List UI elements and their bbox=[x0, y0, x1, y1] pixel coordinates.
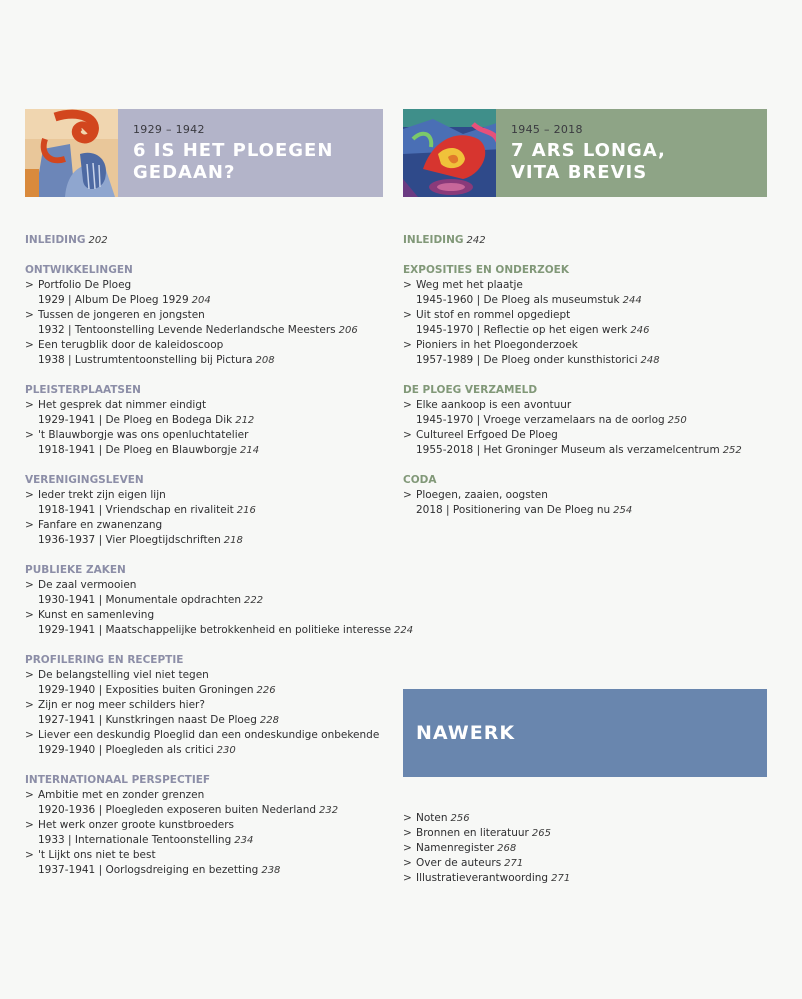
entry-title: Zijn er nog meer schilders hier? bbox=[38, 699, 205, 711]
entry-title: Cultureel Erfgoed De Ploeg bbox=[416, 429, 558, 441]
entry-title: Namenregister bbox=[416, 842, 495, 854]
chevron-right-icon: > bbox=[403, 309, 412, 321]
toc-section bbox=[25, 383, 395, 458]
entry-subtitle: 1945-1960 | De Ploeg als museumstuk bbox=[416, 294, 620, 306]
chevron-right-icon: > bbox=[25, 309, 34, 321]
entry-title: Ploegen, zaaien, oogsten bbox=[416, 489, 548, 501]
intro-row[interactable] bbox=[403, 233, 773, 248]
entry-subtitle: 1929-1941 | De Ploeg en Bodega Dik bbox=[38, 414, 233, 426]
entry-subtitle: 1927-1941 | Kunstkringen naast De Ploeg bbox=[38, 714, 257, 726]
nawerk-entry[interactable] bbox=[403, 841, 773, 856]
entry-title: Over de auteurs bbox=[416, 857, 502, 869]
toc-entry-subtitle[interactable] bbox=[25, 713, 395, 728]
entry-subtitle: 2018 | Positionering van De Ploeg nu bbox=[416, 504, 611, 516]
toc-entry-subtitle[interactable] bbox=[25, 533, 395, 548]
chevron-right-icon: > bbox=[25, 729, 34, 741]
intro-label: INLEIDING bbox=[403, 234, 464, 246]
chevron-right-icon: > bbox=[25, 819, 34, 831]
page-number: 204 bbox=[191, 295, 211, 306]
chapter-7-artwork-thumbnail bbox=[403, 109, 496, 197]
toc-entry-subtitle[interactable] bbox=[25, 803, 395, 818]
toc-entry-title[interactable] bbox=[25, 698, 395, 713]
chevron-right-icon: > bbox=[403, 872, 412, 884]
chapter-6-years: 1929 – 1942 bbox=[133, 122, 205, 136]
chevron-right-icon: > bbox=[403, 339, 412, 351]
chevron-right-icon: > bbox=[403, 812, 412, 824]
entry-title: 't Blauwborgje was ons openluchtatelier bbox=[38, 429, 249, 441]
chevron-right-icon: > bbox=[25, 399, 34, 411]
toc-entry-subtitle[interactable] bbox=[403, 293, 773, 308]
page-number: 254 bbox=[613, 505, 633, 516]
page-number: 250 bbox=[667, 415, 687, 426]
chapter-7-title-line-1: 7 ARS LONGA, bbox=[511, 139, 666, 161]
entry-title: Liever een deskundig Ploeglid dan een ondeskundige onbekende bbox=[38, 729, 380, 741]
entry-title: 't Lijkt ons niet te best bbox=[38, 849, 156, 861]
toc-entry-subtitle[interactable] bbox=[25, 503, 395, 518]
page-number: 226 bbox=[256, 685, 276, 696]
page-number: 265 bbox=[531, 828, 551, 839]
entry-title: Ieder trekt zijn eigen lijn bbox=[38, 489, 166, 501]
entry-subtitle: 1936-1937 | Vier Ploegtijdschriften bbox=[38, 534, 221, 546]
toc-entry-subtitle[interactable] bbox=[403, 353, 773, 368]
page-number: 268 bbox=[497, 843, 517, 854]
chevron-right-icon: > bbox=[25, 489, 34, 501]
section-heading: PROFILERING EN RECEPTIE bbox=[25, 654, 184, 666]
nawerk-heading bbox=[403, 722, 515, 744]
toc-entry-subtitle[interactable] bbox=[25, 353, 395, 368]
chapter-6-heading bbox=[118, 123, 333, 184]
chevron-right-icon: > bbox=[25, 429, 34, 441]
chapter-6-title-line-2: GEDAAN? bbox=[133, 161, 236, 183]
nawerk-contents bbox=[403, 811, 773, 886]
entry-subtitle: 1920-1936 | Ploegleden exposeren buiten Nederland bbox=[38, 804, 317, 816]
entry-subtitle: 1957-1989 | De Ploeg onder kunsthistorici bbox=[416, 354, 638, 366]
toc-entry-title[interactable] bbox=[403, 278, 773, 293]
toc-entry-title[interactable] bbox=[25, 398, 395, 413]
page-number: 238 bbox=[261, 865, 281, 876]
entry-subtitle: 1918-1941 | Vriendschap en rivaliteit bbox=[38, 504, 234, 516]
entry-subtitle: 1929 | Album De Ploeg 1929 bbox=[38, 294, 189, 306]
chapter-6-contents bbox=[25, 233, 414, 893]
toc-entry-subtitle[interactable] bbox=[25, 413, 395, 428]
entry-title: Het werk onzer groote kunstbroeders bbox=[38, 819, 235, 831]
toc-entry-subtitle[interactable] bbox=[25, 833, 395, 848]
chapter-7-heading bbox=[496, 123, 666, 184]
toc-entry-title[interactable] bbox=[25, 278, 395, 293]
page-number: 216 bbox=[236, 505, 256, 516]
nawerk-title: NAWERK bbox=[416, 722, 516, 744]
section-heading: PUBLIEKE ZAKEN bbox=[25, 564, 126, 576]
chevron-right-icon: > bbox=[403, 827, 412, 839]
entry-title: Bronnen en literatuur bbox=[416, 827, 529, 839]
nawerk-entry[interactable] bbox=[403, 826, 773, 841]
page-number: 252 bbox=[722, 445, 742, 456]
toc-entry-title[interactable] bbox=[403, 398, 773, 413]
chapter-7-banner bbox=[403, 109, 767, 197]
chevron-right-icon: > bbox=[25, 669, 34, 681]
page-number: 234 bbox=[234, 835, 254, 846]
nawerk-banner bbox=[403, 689, 767, 777]
chapter-7-years: 1945 – 2018 bbox=[511, 122, 583, 136]
chapter-7-contents bbox=[403, 233, 773, 533]
chapter-6-artwork-thumbnail bbox=[25, 109, 118, 197]
toc-entry-subtitle[interactable] bbox=[403, 503, 773, 518]
toc-entry-title[interactable] bbox=[25, 578, 395, 593]
toc-section bbox=[403, 383, 773, 458]
toc-entry-title[interactable] bbox=[25, 488, 395, 503]
page-number: 224 bbox=[394, 625, 414, 636]
entry-subtitle: 1930-1941 | Monumentale opdrachten bbox=[38, 594, 242, 606]
chevron-right-icon: > bbox=[25, 849, 34, 861]
toc-section bbox=[403, 263, 773, 368]
entry-subtitle: 1929-1940 | Exposities buiten Groningen bbox=[38, 684, 254, 696]
entry-title: Fanfare en zwanenzang bbox=[38, 519, 163, 531]
entry-title: Het gesprek dat nimmer eindigt bbox=[38, 399, 207, 411]
page-number: 232 bbox=[319, 805, 339, 816]
chevron-right-icon: > bbox=[403, 857, 412, 869]
toc-entry-title[interactable] bbox=[403, 488, 773, 503]
toc-entry-subtitle[interactable] bbox=[25, 623, 414, 638]
toc-entry-title[interactable] bbox=[25, 788, 395, 803]
page-number: 206 bbox=[338, 325, 358, 336]
chevron-right-icon: > bbox=[403, 489, 412, 501]
section-heading: EXPOSITIES EN ONDERZOEK bbox=[403, 264, 569, 276]
entry-title: Uit stof en rommel opgediept bbox=[416, 309, 571, 321]
chapter-6-banner bbox=[25, 109, 383, 197]
toc-entry-subtitle[interactable] bbox=[25, 683, 395, 698]
entry-subtitle: 1945-1970 | Reflectie op het eigen werk bbox=[416, 324, 628, 336]
section-heading: CODA bbox=[403, 474, 437, 486]
nawerk-entry[interactable] bbox=[403, 856, 773, 871]
page-number: 242 bbox=[466, 235, 486, 246]
toc-entry-title[interactable] bbox=[403, 338, 773, 353]
toc-entry-title[interactable] bbox=[25, 668, 395, 683]
toc-entry-subtitle[interactable] bbox=[25, 593, 395, 608]
toc-entry-title[interactable] bbox=[25, 818, 395, 833]
toc-section bbox=[25, 263, 395, 368]
entry-subtitle: 1918-1941 | De Ploeg en Blauwborgje bbox=[38, 444, 237, 456]
toc-section bbox=[403, 473, 773, 518]
toc-entry-subtitle[interactable] bbox=[25, 293, 395, 308]
page-number: 228 bbox=[259, 715, 280, 726]
toc-entry-title[interactable] bbox=[25, 308, 395, 323]
entry-subtitle: 1932 | Tentoonstelling Levende Nederlandsche Meesters bbox=[38, 324, 336, 336]
chevron-right-icon: > bbox=[25, 519, 34, 531]
entry-subtitle: 1929-1940 | Ploegleden als critici bbox=[38, 744, 214, 756]
entry-title: Noten bbox=[416, 812, 448, 824]
page-number: 256 bbox=[450, 813, 470, 824]
page-number: 271 bbox=[551, 873, 571, 884]
chapter-7-title-line-2: VITA BREVIS bbox=[511, 161, 648, 183]
entry-subtitle: 1955-2018 | Het Groninger Museum als verzamelcentrum bbox=[416, 444, 720, 456]
entry-subtitle: 1945-1970 | Vroege verzamelaars na de oorlog bbox=[416, 414, 665, 426]
entry-subtitle: 1929-1941 | Maatschappelijke betrokkenheid en politieke interesse bbox=[38, 624, 392, 636]
page-number: 212 bbox=[235, 415, 255, 426]
chevron-right-icon: > bbox=[25, 699, 34, 711]
page-number: 202 bbox=[88, 235, 108, 246]
chevron-right-icon: > bbox=[25, 579, 34, 591]
toc-entry-title[interactable] bbox=[25, 608, 395, 623]
page-number: 214 bbox=[239, 445, 260, 456]
chevron-right-icon: > bbox=[403, 429, 412, 441]
intro-label: INLEIDING bbox=[25, 234, 86, 246]
toc-section bbox=[25, 563, 414, 638]
chevron-right-icon: > bbox=[403, 279, 412, 291]
chevron-right-icon: > bbox=[403, 399, 412, 411]
toc-section bbox=[25, 473, 395, 548]
entry-title: Kunst en samenleving bbox=[38, 609, 155, 621]
page-number: 222 bbox=[244, 595, 264, 606]
entry-subtitle: 1938 | Lustrumtentoonstelling bij Pictura bbox=[38, 354, 253, 366]
nawerk-entry[interactable] bbox=[403, 871, 773, 886]
page-number: 230 bbox=[216, 745, 236, 756]
entry-subtitle: 1933 | Internationale Tentoonstelling bbox=[38, 834, 232, 846]
entry-title: Pioniers in het Ploegonderzoek bbox=[416, 339, 578, 351]
chevron-right-icon: > bbox=[25, 789, 34, 801]
entry-title: De belangstelling viel niet tegen bbox=[38, 669, 209, 681]
toc-entry-title[interactable] bbox=[25, 728, 395, 743]
entry-title: Elke aankoop is een avontuur bbox=[416, 399, 572, 411]
toc-entry-subtitle[interactable] bbox=[25, 743, 395, 758]
page-number: 208 bbox=[255, 355, 275, 366]
section-heading: INTERNATIONAAL PERSPECTIEF bbox=[25, 774, 211, 786]
section-heading: VERENIGINGSLEVEN bbox=[25, 474, 144, 486]
toc-section bbox=[25, 653, 395, 758]
page-number: 248 bbox=[640, 355, 660, 366]
entry-subtitle: 1937-1941 | Oorlogsdreiging en bezetting bbox=[38, 864, 259, 876]
toc-entry-subtitle[interactable] bbox=[25, 443, 395, 458]
toc-entry-title[interactable] bbox=[25, 338, 395, 353]
intro-row[interactable] bbox=[25, 233, 395, 248]
toc-entry-title[interactable] bbox=[403, 308, 773, 323]
entry-title: Een terugblik door de kaleidoscoop bbox=[38, 339, 224, 351]
toc-entry-title[interactable] bbox=[403, 428, 773, 443]
toc-section bbox=[25, 773, 395, 878]
chevron-right-icon: > bbox=[25, 279, 34, 291]
toc-entry-title[interactable] bbox=[25, 848, 395, 863]
entry-title: Tussen de jongeren en jongsten bbox=[38, 309, 205, 321]
entry-title: Illustratieverantwoording bbox=[416, 872, 549, 884]
toc-entry-subtitle[interactable] bbox=[403, 443, 773, 458]
chevron-right-icon: > bbox=[25, 609, 34, 621]
section-heading: ONTWIKKELINGEN bbox=[25, 264, 133, 276]
chevron-right-icon: > bbox=[403, 842, 412, 854]
page-number: 271 bbox=[504, 858, 524, 869]
nawerk-entry[interactable] bbox=[403, 811, 773, 826]
entry-title: Ambitie met en zonder grenzen bbox=[38, 789, 205, 801]
toc-entry-subtitle[interactable] bbox=[403, 323, 773, 338]
toc-entry-subtitle[interactable] bbox=[25, 323, 395, 338]
entry-title: De zaal vermooien bbox=[38, 579, 137, 591]
chevron-right-icon: > bbox=[25, 339, 34, 351]
page-number: 218 bbox=[223, 535, 243, 546]
entry-title: Portfolio De Ploeg bbox=[38, 279, 132, 291]
toc-entry-subtitle[interactable] bbox=[25, 863, 395, 878]
toc-entry-title[interactable] bbox=[25, 518, 395, 533]
page-number: 244 bbox=[622, 295, 642, 306]
entry-title: Weg met het plaatje bbox=[416, 279, 523, 291]
toc-entry-title[interactable] bbox=[25, 428, 395, 443]
page-number: 246 bbox=[630, 325, 650, 336]
section-heading: DE PLOEG VERZAMELD bbox=[403, 384, 538, 396]
chapter-6-title-line-1: 6 IS HET PLOEGEN bbox=[133, 139, 334, 161]
section-heading: PLEISTERPLAATSEN bbox=[25, 384, 141, 396]
toc-entry-subtitle[interactable] bbox=[403, 413, 773, 428]
